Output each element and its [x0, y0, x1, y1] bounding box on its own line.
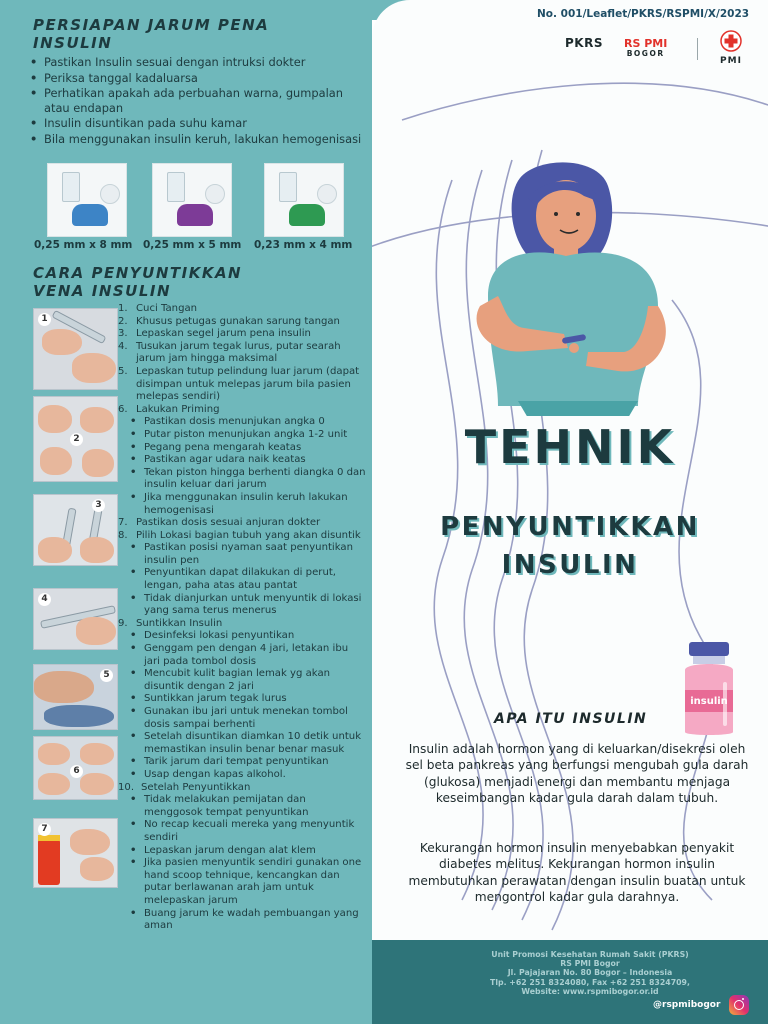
- step-photo-1: [33, 308, 118, 390]
- list-item: • Periksa tanggal kadaluarsa: [26, 71, 366, 86]
- step-item: 6. Lakukan Priming: [118, 403, 220, 415]
- insulin-bottle-label: insulin: [690, 696, 728, 707]
- step-bullet: • Penyuntikan dapat dilakukan di perut, lengan, paha atas atau pantat: [118, 567, 366, 592]
- step-bullet: • Pastikan posisi nyaman saat penyuntikan insulin pen: [118, 542, 366, 567]
- needle-image-5mm: [152, 163, 232, 237]
- step-bullet: • Mencubit kulit bagian lemak yg akan disuntik dengan 2 jari: [118, 668, 366, 693]
- step-number: 2: [70, 433, 83, 446]
- rs-pmi-bogor-logo: RS PMI BOGOR: [624, 37, 668, 58]
- needle-label-4mm: 0,23 mm x 4 mm: [254, 239, 353, 251]
- step-bullet: • Tarik jarum dari tempat penyuntikan: [118, 756, 366, 769]
- list-item: • Perhatikan apakah ada perbuahan warna, gumpalan atau endapan: [26, 86, 366, 115]
- red-cross-icon: [720, 30, 742, 52]
- step-photo-3: [33, 494, 118, 566]
- step-bullet: • Pegang pena mengarah keatas: [118, 442, 366, 455]
- step-number: 1: [38, 313, 51, 326]
- step-item: 5. Lepaskan tutup pelindung luar jarum (dapat disimpan untuk melepas jarum bila pasien melepas sendiri): [118, 365, 360, 403]
- step-bullet: • Usap dengan kapas alkohol.: [118, 769, 366, 782]
- step-number: 6: [70, 765, 83, 778]
- step-bullet: • Buang jarum ke wadah pembuangan yang aman: [118, 908, 366, 933]
- step-item: 10. Setelah Penyuntikkan: [118, 781, 251, 793]
- main-title: TEHNIK: [464, 420, 676, 474]
- document-number: No. 001/Leaflet/PKRS/RSPMI/X/2023: [537, 8, 750, 20]
- step-photo-4: [33, 588, 118, 650]
- step-bullet: • Jika pasien menyuntik sendiri gunakan one hand scoop tehnique, kencangkan dan putar berlawanan arah jam untuk melepaskan jarum: [118, 857, 366, 907]
- what-is-insulin-heading: APA ITU INSULIN: [494, 711, 648, 727]
- step-bullet: • Genggam pen dengan 4 jari, letakan ibu jari pada tombol dosis: [118, 643, 366, 668]
- step-item: 2. Khusus petugas gunakan sarung tangan: [118, 315, 340, 327]
- pmi-logo: PMI: [720, 30, 742, 66]
- step-bullet: • Putar piston menunjukan angka 1-2 unit: [118, 429, 366, 442]
- step-bullet: • Tidak melakukan pemijatan dan menggosok tempat penyuntikan: [118, 794, 366, 819]
- step-bullet: • Tekan piston hingga berhenti diangka 0 dan insulin keluar dari jarum: [118, 467, 366, 492]
- step-photo-6: [33, 736, 118, 800]
- step-item: 7. Pastikan dosis sesuai anjuran dokter: [118, 517, 321, 529]
- step-bullet: • Pastikan agar udara naik keatas: [118, 454, 366, 467]
- list-item: • Pastikan Insulin sesuai dengan intruksi dokter: [26, 55, 366, 70]
- pkrs-logo: PKRS: [565, 36, 603, 50]
- step-bullet: • Lepaskan jarum dengan alat klem: [118, 845, 366, 858]
- step-bullet: • Jika menggunakan insulin keruh lakukan hemogenisasi: [118, 492, 366, 517]
- step-number: 7: [38, 823, 51, 836]
- step-item: 4. Tusukan jarum tegak lurus, putar searah jarum jam hingga maksimal: [118, 340, 341, 365]
- needle-label-5mm: 0,25 mm x 5 mm: [143, 239, 242, 251]
- logo-divider: [697, 38, 698, 60]
- step-photo-2: [33, 396, 118, 482]
- needle-label-8mm: 0,25 mm x 8 mm: [34, 239, 133, 251]
- step-bullet: • Gunakan ibu jari untuk menekan tombol dosis sampai berhenti: [118, 706, 366, 731]
- insulin-description: Insulin adalah hormon yang di keluarkan/disekresi oleh sel beta pankreas yang berfungsi mengubah gula darah (glukosa) menjadi energi dan membantu menjaga keseimbangan kadar gula darah dalam tubuh.: [405, 742, 749, 806]
- needle-image-8mm: [47, 163, 127, 237]
- step-item: 8. Pilih Lokasi bagian tubuh yang akan disuntik: [118, 529, 361, 541]
- inject-title: CARA PENYUNTIKKAN VENA INSULIN: [33, 264, 243, 300]
- step-bullet: • Desinfeksi lokasi penyuntikan: [118, 630, 366, 643]
- step-number: 3: [92, 499, 105, 512]
- list-item: • Bila menggunakan insulin keruh, lakukan hemogenisasi: [26, 132, 366, 147]
- instagram-icon[interactable]: [729, 995, 749, 1015]
- insulin-bottle-illustration: [679, 642, 739, 738]
- step-photo-5: [33, 664, 118, 730]
- step-number: 5: [100, 669, 113, 682]
- injection-steps: [118, 303, 366, 933]
- step-number: 4: [38, 593, 51, 606]
- step-item: 1. Cuci Tangan: [118, 303, 198, 314]
- step-photo-7: [33, 818, 118, 888]
- instagram-handle[interactable]: @rspmibogor: [653, 1000, 721, 1010]
- footer-contact: Unit Promosi Kesehatan Rumah Sakit (PKRS) RS PMI Bogor Jl. Pajajaran No. 80 Bogor – Indonesia Tlp. +62 251 8324080, Fax +62 251 8324709, Website: www.rspmibogor.or.id: [490, 950, 690, 996]
- step-bullet: • Pastikan dosis menunjukan angka 0: [118, 416, 366, 429]
- left-panel: [0, 0, 372, 1024]
- woman-injecting-illustration: [458, 156, 718, 416]
- main-subtitle: PENYUNTIKKAN INSULIN: [440, 512, 700, 580]
- step-item: 3. Lepaskan segel jarum pena insulin: [118, 328, 311, 340]
- step-item: 9. Suntikkan Insulin: [118, 617, 223, 629]
- step-bullet: • Suntikkan jarum tegak lurus: [118, 693, 366, 706]
- prep-title: PERSIAPAN JARUM PENA INSULIN: [33, 16, 270, 52]
- insulin-deficiency-text: Kekurangan hormon insulin menyebabkan penyakit diabetes melitus. Kekurangan hormon insulin membutuhkan perawatan dengan insulin buatan untuk mengontrol kadar gula darahnya.: [408, 841, 746, 905]
- step-bullet: • Setelah disuntikan diamkan 10 detik untuk memastikan insulin benar benar masuk: [118, 731, 366, 756]
- list-item: • Insulin disuntikan pada suhu kamar: [26, 116, 366, 131]
- prep-list: [26, 55, 366, 148]
- step-bullet: • No recap kecuali mereka yang menyuntik sendiri: [118, 819, 366, 844]
- step-bullet: • Tidak dianjurkan untuk menyuntik di lokasi yang sama terus menerus: [118, 593, 366, 618]
- needle-image-4mm: [264, 163, 344, 237]
